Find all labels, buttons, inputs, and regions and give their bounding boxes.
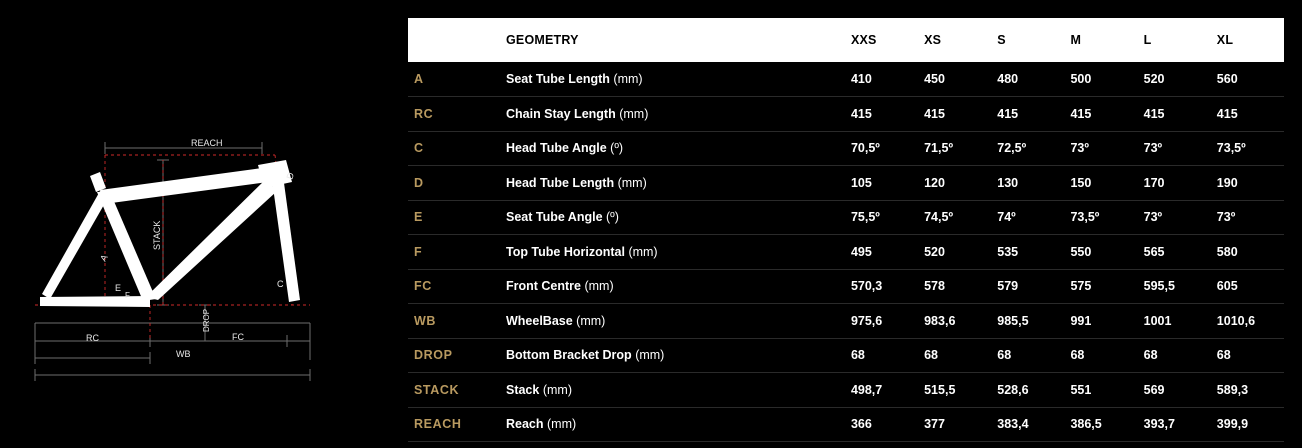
diagram-label-c: C (277, 279, 284, 289)
table-row (408, 166, 1284, 201)
row-code: E (408, 200, 500, 235)
row-value: 71,5º (918, 131, 991, 166)
row-value: 415 (1211, 97, 1284, 132)
row-code: REACH (408, 407, 500, 442)
row-value: 528,6 (991, 373, 1064, 408)
geometry-table-pane (408, 0, 1302, 448)
row-value: 520 (918, 235, 991, 270)
row-label-unit: (mm) (613, 72, 643, 86)
diagram-label-wb: WB (176, 349, 191, 359)
row-label-unit: (mm) (542, 382, 572, 397)
row-value: 73,5º (1064, 200, 1137, 235)
header-code (408, 18, 500, 62)
row-value: 130 (991, 166, 1064, 201)
header-size-xl: XL (1211, 18, 1284, 62)
row-value: 575 (1064, 269, 1137, 304)
row-value: 72,5º (991, 131, 1064, 166)
row-value: 605 (1211, 269, 1284, 304)
row-value: 73º (1138, 131, 1211, 166)
table-row (408, 304, 1284, 339)
geometry-table (408, 18, 1284, 442)
header-geometry: GEOMETRY (500, 18, 845, 62)
row-code: A (408, 62, 500, 97)
row-value: 386,5 (1064, 407, 1137, 442)
row-label-text: Seat Tube Length (505, 72, 610, 86)
row-value: 68 (1064, 338, 1137, 373)
row-value: 551 (1064, 373, 1137, 408)
row-value: 415 (845, 97, 918, 132)
row-value: 410 (845, 62, 918, 97)
row-label (500, 200, 845, 235)
row-label (500, 62, 845, 97)
row-value: 73,5º (1211, 131, 1284, 166)
row-value: 415 (918, 97, 991, 132)
row-label (500, 407, 845, 442)
row-label-unit: (mm) (619, 106, 649, 121)
row-label (500, 338, 845, 373)
row-label (500, 166, 845, 201)
row-value: 377 (918, 407, 991, 442)
row-value: 73º (1138, 200, 1211, 235)
row-label-unit: (mm) (617, 175, 647, 190)
row-label-unit: (mm) (576, 313, 606, 328)
row-value: 589,3 (1211, 373, 1284, 408)
row-value: 70,5º (845, 131, 918, 166)
row-label-unit: (º) (610, 141, 624, 156)
header-size-m: M (1064, 18, 1137, 62)
row-label-text: Bottom Bracket Drop (505, 348, 632, 363)
row-code: FC (408, 269, 500, 304)
row-value: 383,4 (991, 407, 1064, 442)
row-value: 120 (918, 166, 991, 201)
row-code: RC (408, 97, 500, 132)
row-label-unit: (º) (606, 210, 619, 225)
table-row (408, 97, 1284, 132)
row-value: 415 (991, 97, 1064, 132)
row-value: 560 (1211, 62, 1284, 97)
table-row (408, 235, 1284, 270)
diagram-label-d: D (284, 171, 297, 181)
row-value: 68 (1138, 338, 1211, 373)
row-code: F (408, 235, 500, 270)
row-value: 985,5 (991, 304, 1064, 339)
row-label-text: Head Tube Length (505, 175, 615, 190)
row-value: 75,5º (845, 200, 918, 235)
row-value: 105 (845, 166, 918, 201)
row-value: 190 (1211, 166, 1284, 201)
row-value: 975,6 (845, 304, 918, 339)
row-label-unit: (mm) (635, 348, 665, 363)
row-value: 595,5 (1138, 269, 1211, 304)
row-label-text: Chain Stay Length (505, 106, 616, 121)
row-value: 480 (991, 62, 1064, 97)
row-value: 495 (845, 235, 918, 270)
row-value: 565 (1138, 235, 1211, 270)
row-label-text: Reach (505, 417, 544, 432)
row-value: 170 (1138, 166, 1211, 201)
row-code: WB (408, 304, 500, 339)
header-size-l: L (1138, 18, 1211, 62)
row-value: 68 (991, 338, 1064, 373)
row-value: 520 (1138, 62, 1211, 97)
row-value: 570,3 (845, 269, 918, 304)
row-value: 515,5 (918, 373, 991, 408)
row-value: 399,9 (1211, 407, 1284, 442)
row-code: STACK (408, 373, 500, 408)
diagram-label-reach: REACH (191, 138, 223, 148)
diagram-label-fc: FC (232, 332, 244, 342)
frame-diagram-pane (0, 0, 408, 448)
row-value: 991 (1064, 304, 1137, 339)
row-value: 74º (991, 200, 1064, 235)
table-row (408, 269, 1284, 304)
table-row (408, 373, 1284, 408)
row-value: 1001 (1138, 304, 1211, 339)
diagram-label-e: E (115, 283, 122, 293)
row-label (500, 373, 845, 408)
row-value: 366 (845, 407, 918, 442)
table-row (408, 407, 1284, 442)
row-label-unit: (mm) (584, 279, 614, 294)
row-value: 68 (845, 338, 918, 373)
row-value: 983,6 (918, 304, 991, 339)
row-value: 73º (1211, 200, 1284, 235)
table-header-row (408, 18, 1284, 62)
row-label (500, 304, 845, 339)
header-size-xxs: XXS (845, 18, 918, 62)
diagram-label-f: F (125, 291, 130, 300)
row-label-text: Top Tube Horizontal (505, 244, 625, 259)
row-value: 450 (918, 62, 991, 97)
header-size-xs: XS (918, 18, 991, 62)
table-row (408, 131, 1284, 166)
row-label-text: WheelBase (505, 313, 573, 328)
row-value: 73º (1064, 131, 1137, 166)
row-value: 500 (1064, 62, 1137, 97)
row-value: 1010,6 (1211, 304, 1284, 339)
row-value: 393,7 (1138, 407, 1211, 442)
row-value: 150 (1064, 166, 1137, 201)
row-label-text: Seat Tube Angle (505, 210, 603, 225)
row-value: 550 (1064, 235, 1137, 270)
row-label (500, 131, 845, 166)
row-code: C (408, 131, 500, 166)
row-label (500, 235, 845, 270)
header-size-s: S (991, 18, 1064, 62)
row-value: 578 (918, 269, 991, 304)
row-value: 569 (1138, 373, 1211, 408)
row-value: 68 (918, 338, 991, 373)
row-value: 74,5º (918, 200, 991, 235)
row-code: DROP (408, 338, 500, 373)
diagram-label-stack: STACK (152, 220, 162, 250)
row-label-text: Head Tube Angle (505, 141, 607, 156)
row-label (500, 269, 845, 304)
row-value: 498,7 (845, 373, 918, 408)
diagram-label-drop: DROP (202, 308, 211, 332)
row-value: 535 (991, 235, 1064, 270)
diagram-label-a: A (98, 252, 110, 263)
table-row (408, 62, 1284, 97)
row-label-text: Stack (505, 382, 540, 397)
row-label-unit: (mm) (628, 244, 658, 259)
row-value: 415 (1064, 97, 1137, 132)
row-value: 579 (991, 269, 1064, 304)
table-row (408, 200, 1284, 235)
geometry-table-body (408, 62, 1284, 442)
row-label (500, 97, 845, 132)
geometry-table-head (408, 18, 1284, 62)
row-value: 415 (1138, 97, 1211, 132)
diagram-label-rc: RC (86, 333, 99, 343)
bike-frame-geometry-diagram (0, 0, 408, 448)
table-row (408, 338, 1284, 373)
frame-silhouette (40, 160, 300, 307)
row-label-unit: (mm) (547, 417, 577, 432)
row-label-text: Front Centre (505, 279, 581, 294)
row-code: D (408, 166, 500, 201)
row-value: 68 (1211, 338, 1284, 373)
row-value: 580 (1211, 235, 1284, 270)
